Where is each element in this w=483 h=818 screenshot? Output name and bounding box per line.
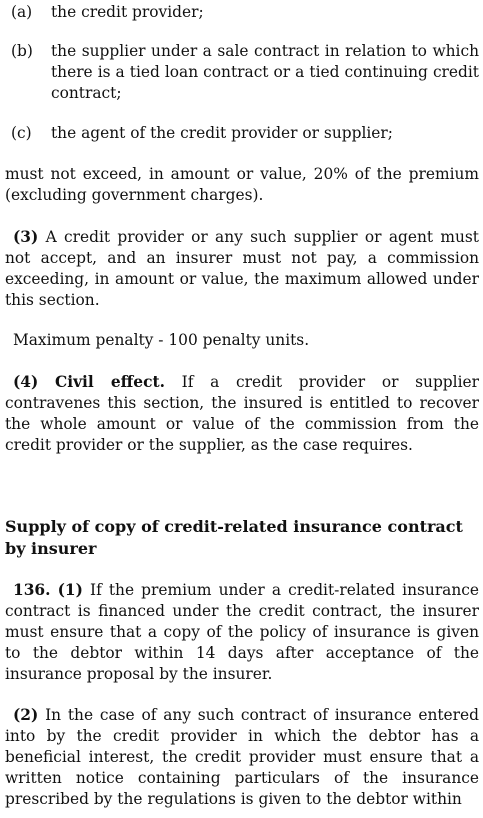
subsection-4-paragraph [5, 372, 479, 456]
list-item-label: (a) [11, 3, 33, 21]
list-item-text: the agent of the credit provider or supplier; [51, 124, 393, 142]
commission-limit-paragraph: must not exceed, in amount or value, 20% of the premium (excluding government charges). [5, 165, 479, 204]
list-item-text: the supplier under a sale contract in relation to which there is a tied loan contract or a tied continuing credit contract; [51, 42, 479, 102]
subsection-title: Civil effect. [54, 373, 165, 391]
subsection-text: If a credit provider or supplier contravenes this section, the insured is entitled to recover the whole amount or value of the commission from the credit provider or the supplier, as the case requires. [5, 373, 479, 454]
section-heading: Supply of copy of credit-related insurance contract by insurer [5, 517, 463, 558]
subsection-text: A credit provider or any such supplier or agent must not accept, and an insurer must not pay, a commission exceeding, in amount or value, the maximum allowed under this section. [5, 228, 479, 309]
subsection-number: (3) [13, 228, 39, 246]
subsection-text: In the case of any such contract of insurance entered into by the credit provider in which the debtor has a beneficial interest, the credit provider must ensure that a written notice containing particulars of the insurance prescribed by the regulations is given to the debtor within [5, 706, 479, 808]
subsection-3-paragraph [5, 227, 479, 311]
subsection-number: (2) [13, 706, 39, 724]
section-number: 136. [13, 581, 51, 599]
list-item-b [11, 41, 479, 104]
subsection-number: (4) [13, 373, 39, 391]
subsection-number: (1) [57, 581, 83, 599]
list-item-c [11, 123, 479, 144]
section-136-paragraph-1 [5, 580, 479, 685]
list-item-text: the credit provider; [51, 3, 204, 21]
section-136-paragraph-2 [5, 705, 479, 810]
subsection-text: If the premium under a credit-related insurance contract is financed under the credit contract, the insurer must ensure that a copy of the policy of insurance is given to the debtor within 14 days after acceptance of the insurance proposal by the insurer. [5, 581, 479, 683]
list-item-label: (c) [11, 124, 32, 142]
list-item-a [11, 2, 479, 23]
list-item-label: (b) [11, 42, 33, 60]
penalty-line: Maximum penalty - 100 penalty units. [13, 331, 310, 349]
